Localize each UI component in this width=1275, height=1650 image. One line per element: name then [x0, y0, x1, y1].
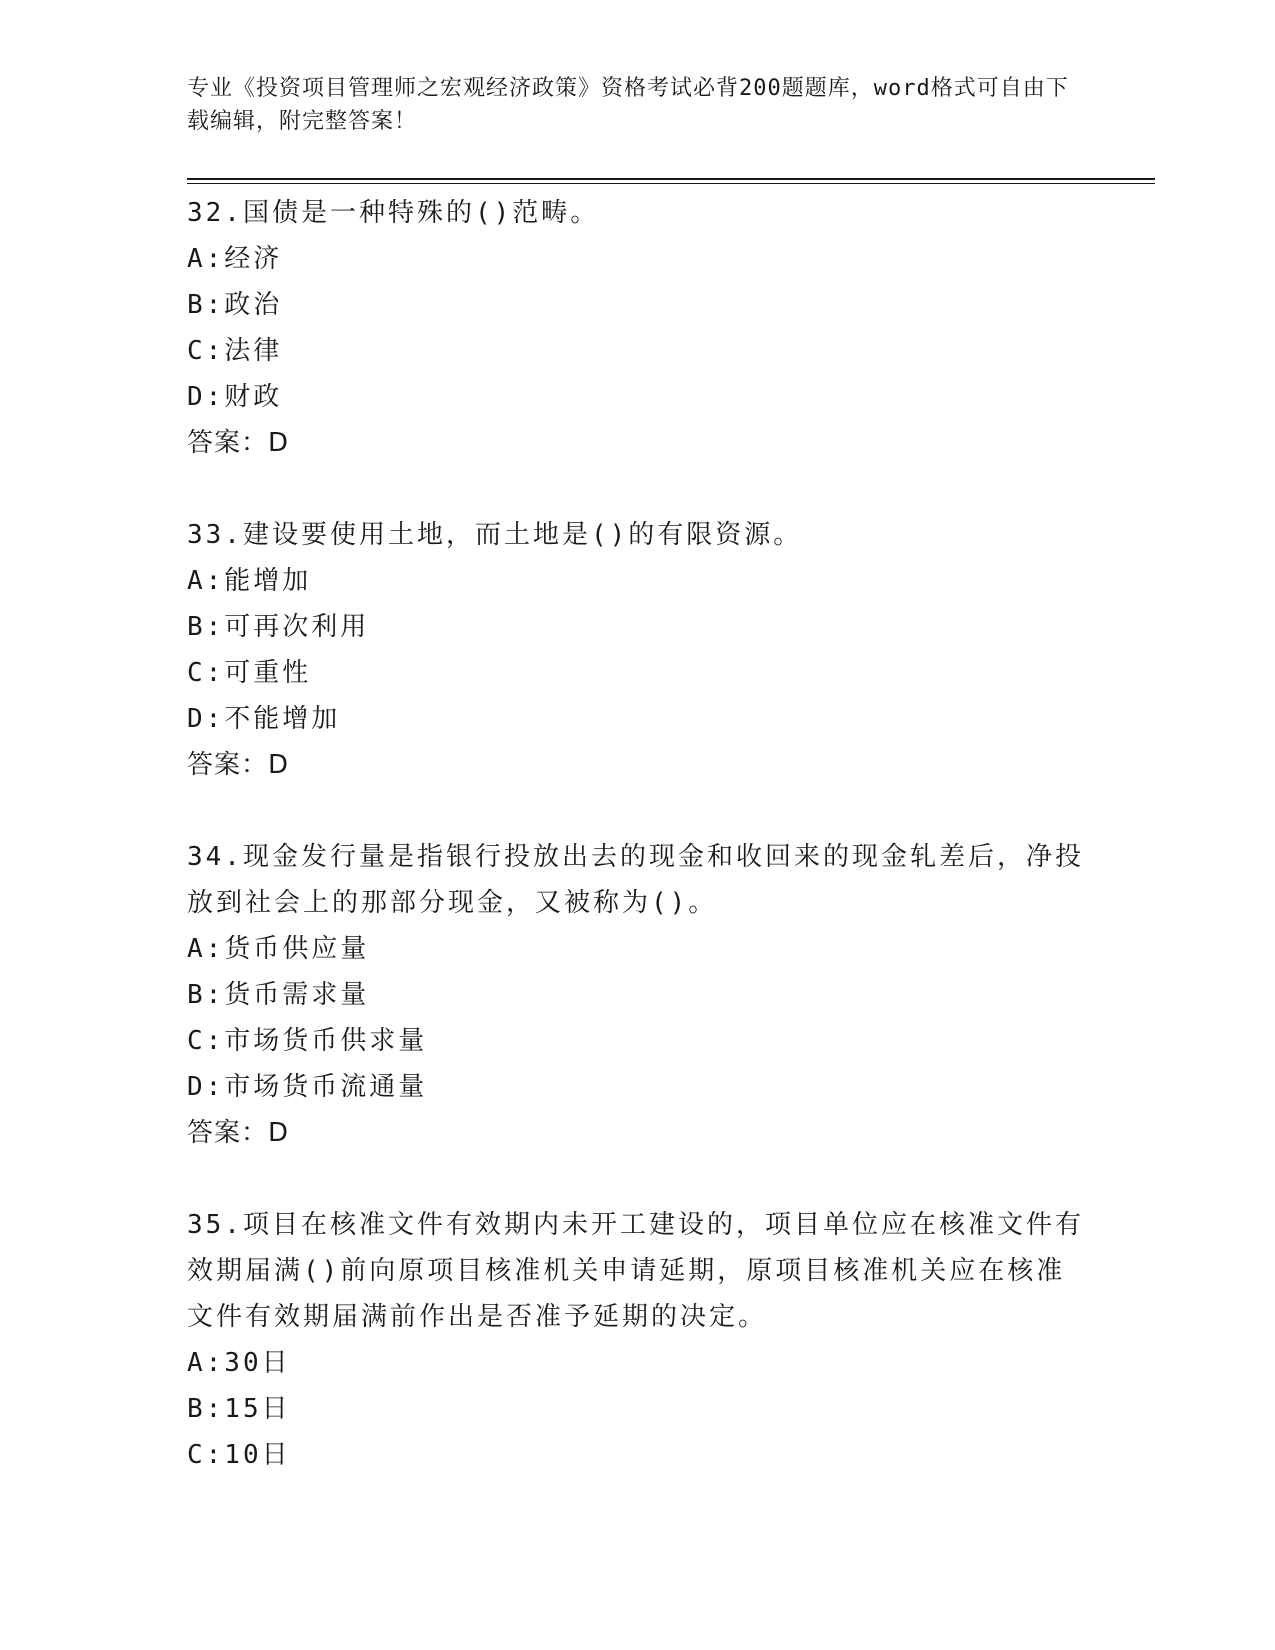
option-d: D:财政 [187, 382, 283, 412]
header-divider-thin [187, 183, 1155, 184]
option-c: C:10日 [187, 1440, 291, 1470]
question-stem: 34.现金发行量是指银行投放出去的现金和收回来的现金轧差后，净投放到社会上的那部分现金，又被称为()。 [187, 842, 1084, 918]
question-stem: 33.建设要使用土地，而土地是()的有限资源。 [187, 520, 803, 550]
option-b: B:15日 [187, 1394, 291, 1424]
question-32 [187, 188, 1087, 466]
option-c: C:可重性 [187, 658, 312, 688]
question-spacer [187, 1156, 1087, 1200]
question-spacer [187, 466, 1087, 510]
option-b: B:货币需求量 [187, 980, 370, 1010]
document-header: 专业《投资项目管理师之宏观经济政策》资格考试必背200题题库，word格式可自由下载编辑，附完整答案！ [187, 76, 1069, 134]
question-35 [187, 1200, 1087, 1478]
question-list [187, 188, 1087, 1478]
question-33 [187, 510, 1087, 788]
option-a: A:30日 [187, 1348, 291, 1378]
option-b: B:政治 [187, 290, 283, 320]
question-spacer [187, 788, 1087, 832]
option-c: C:市场货币供求量 [187, 1026, 428, 1056]
header-divider-thick [187, 178, 1155, 180]
option-d: D:市场货币流通量 [187, 1072, 428, 1102]
question-stem: 35.项目在核准文件有效期内未开工建设的，项目单位应在核准文件有效期届满()前向原项目核准机关申请延期，原项目核准机关应在核准文件有效期届满前作出是否准予延期的决定。 [187, 1210, 1084, 1332]
option-b: B:可再次利用 [187, 612, 370, 642]
question-34 [187, 832, 1087, 1156]
option-a: A:经济 [187, 244, 283, 274]
option-d: D:不能增加 [187, 704, 341, 734]
question-stem: 32.国债是一种特殊的()范畴。 [187, 198, 600, 228]
answer-line: 答案：D [187, 750, 290, 780]
option-a: A:能增加 [187, 566, 312, 596]
answer-line: 答案：D [187, 428, 290, 458]
option-a: A:货币供应量 [187, 934, 370, 964]
option-c: C:法律 [187, 336, 283, 366]
answer-line: 答案：D [187, 1118, 290, 1148]
